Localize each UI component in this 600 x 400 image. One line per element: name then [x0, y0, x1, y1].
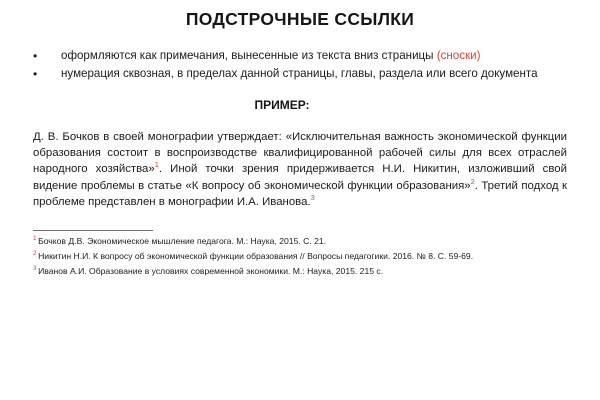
quote-segment-3: . Третий подход к проблеме представлен в монографии И.А. Иванова.: [33, 179, 567, 208]
footnote-ref-1[interactable]: 1: [154, 160, 159, 170]
list-item: [0, 48, 600, 65]
footnote-text: Никитин Н.И. К вопросу об экономической функции образования // Вопросы педагогики. 2016. № 8. С. 59-69.: [38, 250, 474, 261]
list-item-text-main: оформляются как примечания, вынесенные из текста вниз страницы: [61, 49, 437, 62]
page-title: ПОДСТРОЧНЫЕ ССЫЛКИ: [185, 9, 415, 29]
bullet-list: [0, 48, 600, 82]
list-item-text-accent: (сноски): [436, 49, 481, 62]
footnote-item: [33, 234, 567, 249]
list-item-text: [61, 66, 568, 82]
bullet-marker-icon: •: [33, 66, 38, 81]
quote-segment-1: Д. В. Бочков в своей монографии утверждает: «Исключительная важность экономической функции образования состоит в воспроизводстве квалифицированной рабочей силы для всех отраслей народного хозяйства»: [33, 131, 567, 176]
example-heading: ПРИМЕР:: [254, 98, 310, 113]
footnote-item: [33, 249, 567, 264]
footnote-number: 3: [33, 264, 37, 272]
quote-segment-2: . Иной точки зрения придерживается Н.И. Никитин, изложивший свой видение проблемы в статье «К вопросу об экономической функции образования»: [33, 163, 567, 192]
bullet-marker-icon: •: [33, 49, 38, 63]
footnote-area: [33, 230, 567, 278]
footnote-ref-3[interactable]: 3: [310, 193, 315, 203]
list-item-text: [61, 48, 568, 64]
quote-paragraph: [33, 129, 567, 210]
footnote-item: [33, 264, 567, 279]
list-item-text-main: нумерация сквозная, в пределах данной страницы, главы, раздела или всего документа: [61, 66, 538, 80]
footnote-text: Иванов А.И. Образование в условиях современной экономики. М.: Наука, 2015. 215 с.: [38, 265, 384, 276]
footnote-separator: [33, 230, 153, 231]
footnote-ref-2[interactable]: 2: [470, 176, 475, 186]
footnote-number: 1: [33, 235, 37, 243]
footnote-number: 2: [33, 249, 37, 257]
footnote-text: Бочков Д.В. Экономическое мышление педагога. М.: Наука, 2015. С. 21.: [38, 236, 327, 247]
list-item: [0, 66, 600, 83]
footnote-list: [33, 234, 567, 278]
